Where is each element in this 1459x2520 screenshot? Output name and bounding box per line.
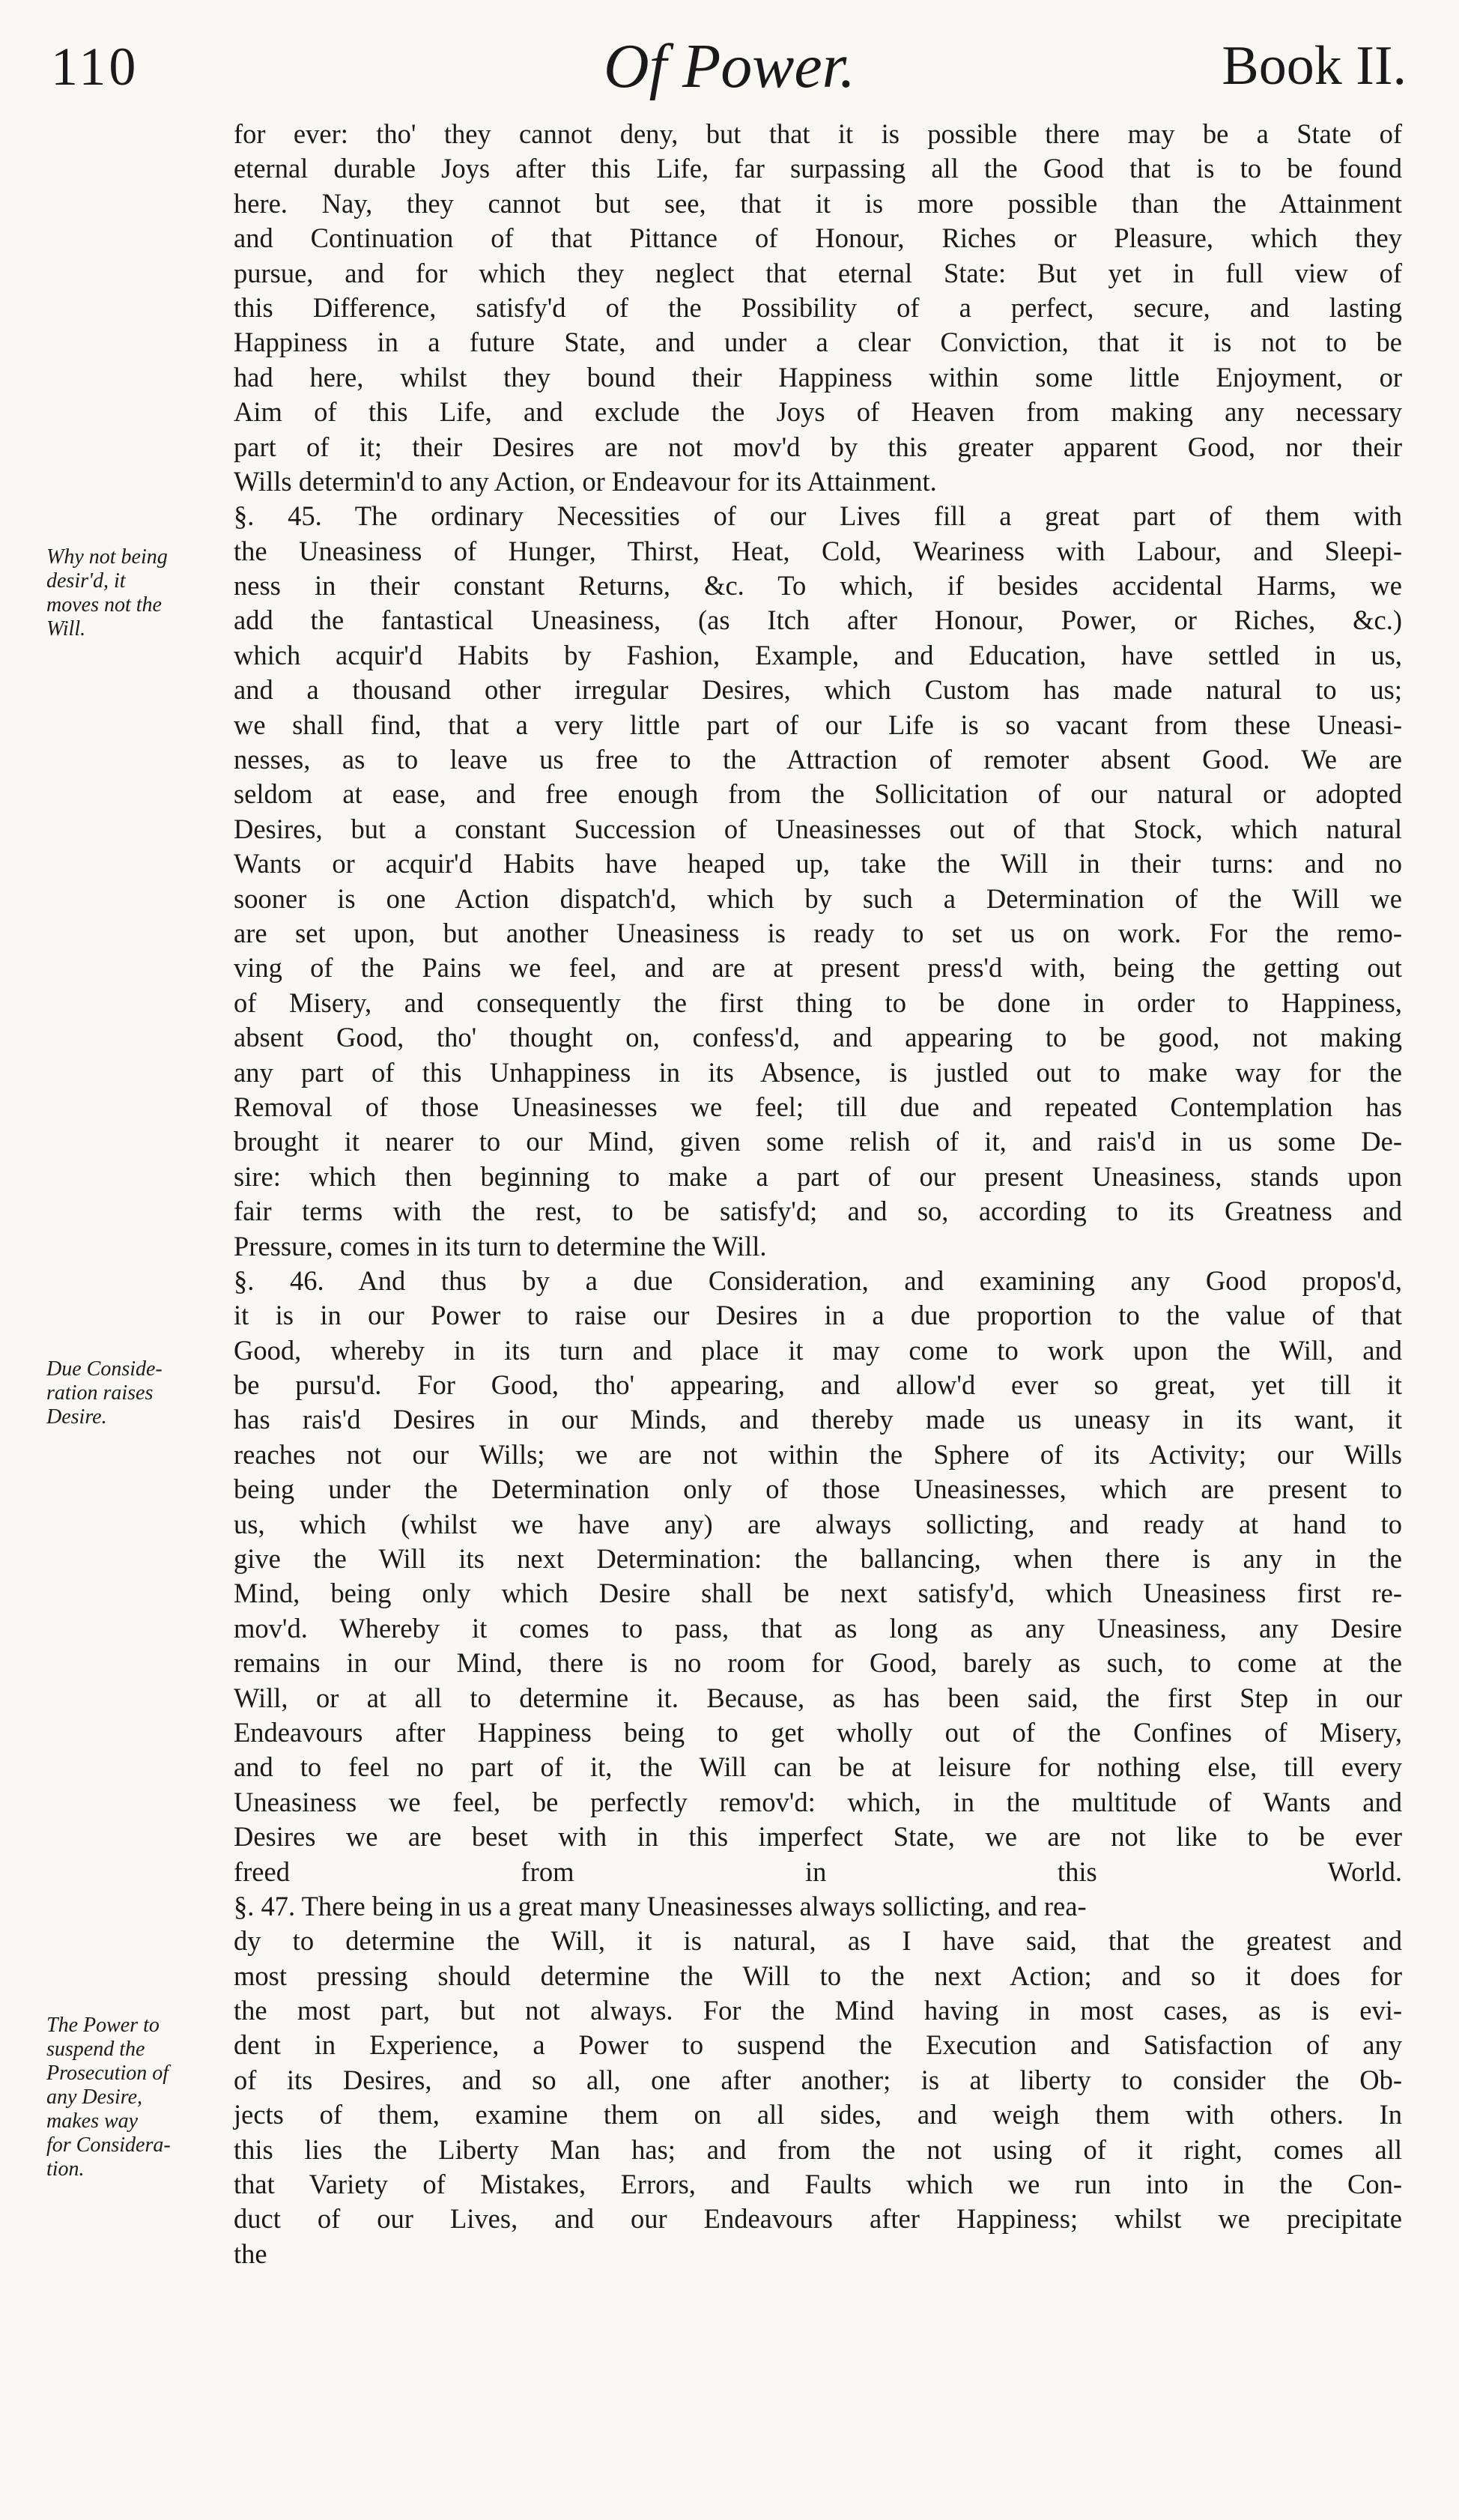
text-line: eternal durable Joys after this Life, far surpassing all the Good that is to be found [234,153,1402,184]
margin-note-section-47 [46,2014,228,2181]
text-line: Good, whereby in its turn and place it may come to work upon the Will, and [234,1334,1402,1366]
text-line: this Difference, satisfy'd of the Possibility of a perfect, secure, and lasting [234,291,1402,323]
text-line: give the Will its next Determination: the ballancing, when there is any in the [234,1543,1402,1575]
margin-note-line: Why not being [46,545,168,569]
text-line: are set upon, but another Uneasiness is ready to set us on work. For the remo- [234,917,1402,948]
main-text [234,117,1402,2307]
text-line: the Uneasiness of Hunger, Thirst, Heat, Cold, Weariness with Labour, and Sleepi- [234,535,1402,566]
text-line: Will, or at all to determine it. Because, as has been said, the first Step in our [234,1682,1402,1713]
margin-note-line: Due Conside- [46,1357,163,1381]
text-line: jects of them, examine them on all sides, and weigh them with others. In [234,2099,1402,2130]
text-line: absent Good, tho' thought on, confess'd, and appearing to be good, not making [234,1022,1402,1053]
text-line: being under the Determination only of those Uneasinesses, which are present to [234,1473,1402,1505]
text-line: Uneasiness we feel, be perfectly remov'd: which, in the multitude of Wants and [234,1786,1402,1817]
text-line: for ever: tho' they cannot deny, but that it is possible there may be a State of [234,118,1402,149]
text-line: most pressing should determine the Will to the next Action; and so it does for [234,1960,1402,1991]
book-number: Book II. [1222,35,1407,97]
running-header [0,30,1459,112]
text-line: us, which (whilst we have any) are always sollicting, and ready at hand to [234,1508,1402,1539]
text-line: add the fantastical Uneasiness, (as Itch after Honour, Power, or Riches, &c.) [234,605,1402,636]
margin-note-line: for Considera- [46,2133,171,2157]
text-line: Removal of those Uneasinesses we feel; till due and repeated Contemplation has [234,1091,1402,1122]
text-line: this lies the Liberty Man has; and from the not using of it right, comes all [234,2133,1402,2165]
text-line: that Variety of Mistakes, Errors, and Faults which we run into in the Con- [234,2169,1402,2200]
text-line: and a thousand other irregular Desires, which Custom has made natural to us; [234,674,1402,706]
text-line: Endeavours after Happiness being to get wholly out of the Confines of Misery, [234,1716,1402,1748]
text-line: any part of this Unhappiness in its Absence, is justled out to make way for the [234,1056,1402,1088]
margin-note-line: any Desire, [46,2086,143,2109]
text-line: nesses, as to leave us free to the Attraction of remoter absent Good. We are [234,744,1402,775]
text-line: §. 45. The ordinary Necessities of our Lives fill a great part of them with [234,500,1402,532]
margin-note-line: makes way [46,2109,139,2133]
text-line: ving of the Pains we feel, and are at present press'd with, being the getting out [234,952,1402,984]
margin-note-line: Desire. [46,1405,107,1429]
margin-note-section-46 [46,1357,228,1429]
text-line: of Misery, and consequently the first thing to be done in order to Happiness, [234,987,1402,1018]
margin-note-line: The Power to [46,2014,160,2037]
margin-note-line: tion. [46,2157,85,2181]
text-line: fair terms with the rest, to be satisfy'd; and so, according to its Greatness and [234,1196,1402,1227]
text-line: and to feel no part of it, the Will can be at leisure for nothing else, till every [234,1751,1402,1783]
text-line: Wants or acquir'd Habits have heaped up, take the Will in their turns: and no [234,848,1402,879]
text-line: remains in our Mind, there is no room for Good, barely as such, to come at the [234,1647,1402,1679]
text-line: we shall find, that a very little part of our Life is so vacant from these Uneasi- [234,709,1402,740]
margin-note-line: Will. [46,617,86,640]
text-line: be pursu'd. For Good, tho' appearing, and allow'd ever so great, yet till it [234,1369,1402,1401]
text-line: which acquir'd Habits by Fashion, Example, and Education, have settled in us, [234,639,1402,670]
text-line: Pressure, comes in its turn to determine the Will. [234,1230,767,1261]
text-line: sooner is one Action dispatch'd, which by such a Determination of the Will we [234,882,1402,914]
catchword [234,2271,1402,2306]
margin-note-line: moves not the [46,593,162,617]
text-line: Desires we are beset with in this imperfect State, we are not like to be ever [234,1821,1402,1853]
text-line: had here, whilst they bound their Happiness within some little Enjoyment, or [234,361,1402,393]
text-line: Aim of this Life, and exclude the Joys of Heaven from making any necessary [234,396,1402,428]
margin-note-line: desir'd, it [46,569,126,593]
text-line: Happiness in a future State, and under a clear Conviction, that it is not to be [234,327,1402,358]
text-line: has rais'd Desires in our Minds, and thereby made us uneasy in its want, it [234,1404,1402,1435]
text-line: Wills determin'd to any Action, or Endeavour for its Attainment. [234,465,937,497]
text-line: §. 46. And thus by a due Consideration, and examining any Good propos'd, [234,1264,1402,1296]
text-line: here. Nay, they cannot but see, that it is more possible than the Attainment [234,187,1402,219]
text-line: seldom at ease, and free enough from the Sollicitation of our natural or adopted [234,778,1402,810]
text-line: it is in our Power to raise our Desires in a due proportion to the value of that [234,1300,1402,1331]
page-number: 110 [51,37,139,97]
text-line: part of it; their Desires are not mov'd by this greater apparent Good, nor their [234,431,1402,462]
text-line: sire: which then beginning to make a part of our present Uneasiness, stands upon [234,1160,1402,1192]
text-line: brought it nearer to our Mind, given some relish of it, and rais'd in us some De- [234,1126,1402,1157]
text-line: §. 47. There being in us a great many Uneasinesses always sollicting, and rea- [234,1890,1087,1921]
text-line: Mind, being only which Desire shall be next satisfy'd, which Uneasiness first re- [234,1578,1402,1609]
margin-note-line: suspend the [46,2038,145,2061]
margin-note-line: Prosecution of [46,2062,169,2085]
text-line: mov'd. Whereby it comes to pass, that as long as any Uneasiness, any Desire [234,1612,1402,1644]
margin-note-line: ration raises [46,1381,154,1405]
running-title: Of Power. [604,31,855,101]
text-line: duct of our Lives, and our Endeavours after Happiness; whilst we precipitate [234,2203,1402,2235]
text-line: Desires, but a constant Succession of Uneasinesses out of that Stock, which natural [234,813,1402,844]
text-line: ness in their constant Returns, &c. To which, if besides accidental Harms, we [234,570,1402,602]
text-line: the most part, but not always. For the Mind having in most cases, as is evi- [234,1995,1402,2026]
text-line: pursue, and for which they neglect that eternal State: But yet in full view of [234,257,1402,288]
text-line: the [234,2238,267,2269]
text-line: dy to determine the Will, it is natural, as I have said, that the greatest and [234,1925,1402,1957]
margin-note-section-45 [46,545,228,641]
text-line: of its Desires, and so all, one after another; is at liberty to consider the Ob- [234,2064,1402,2095]
text-line: reaches not our Wills; we are not within the Sphere of its Activity; our Wills [234,1438,1402,1470]
text-line: dent in Experience, a Power to suspend the Execution and Satisfaction of any [234,2029,1402,2061]
text-line: freed from in this World. [234,1856,1402,1887]
text-line: and Continuation of that Pittance of Honour, Riches or Pleasure, which they [234,222,1402,254]
